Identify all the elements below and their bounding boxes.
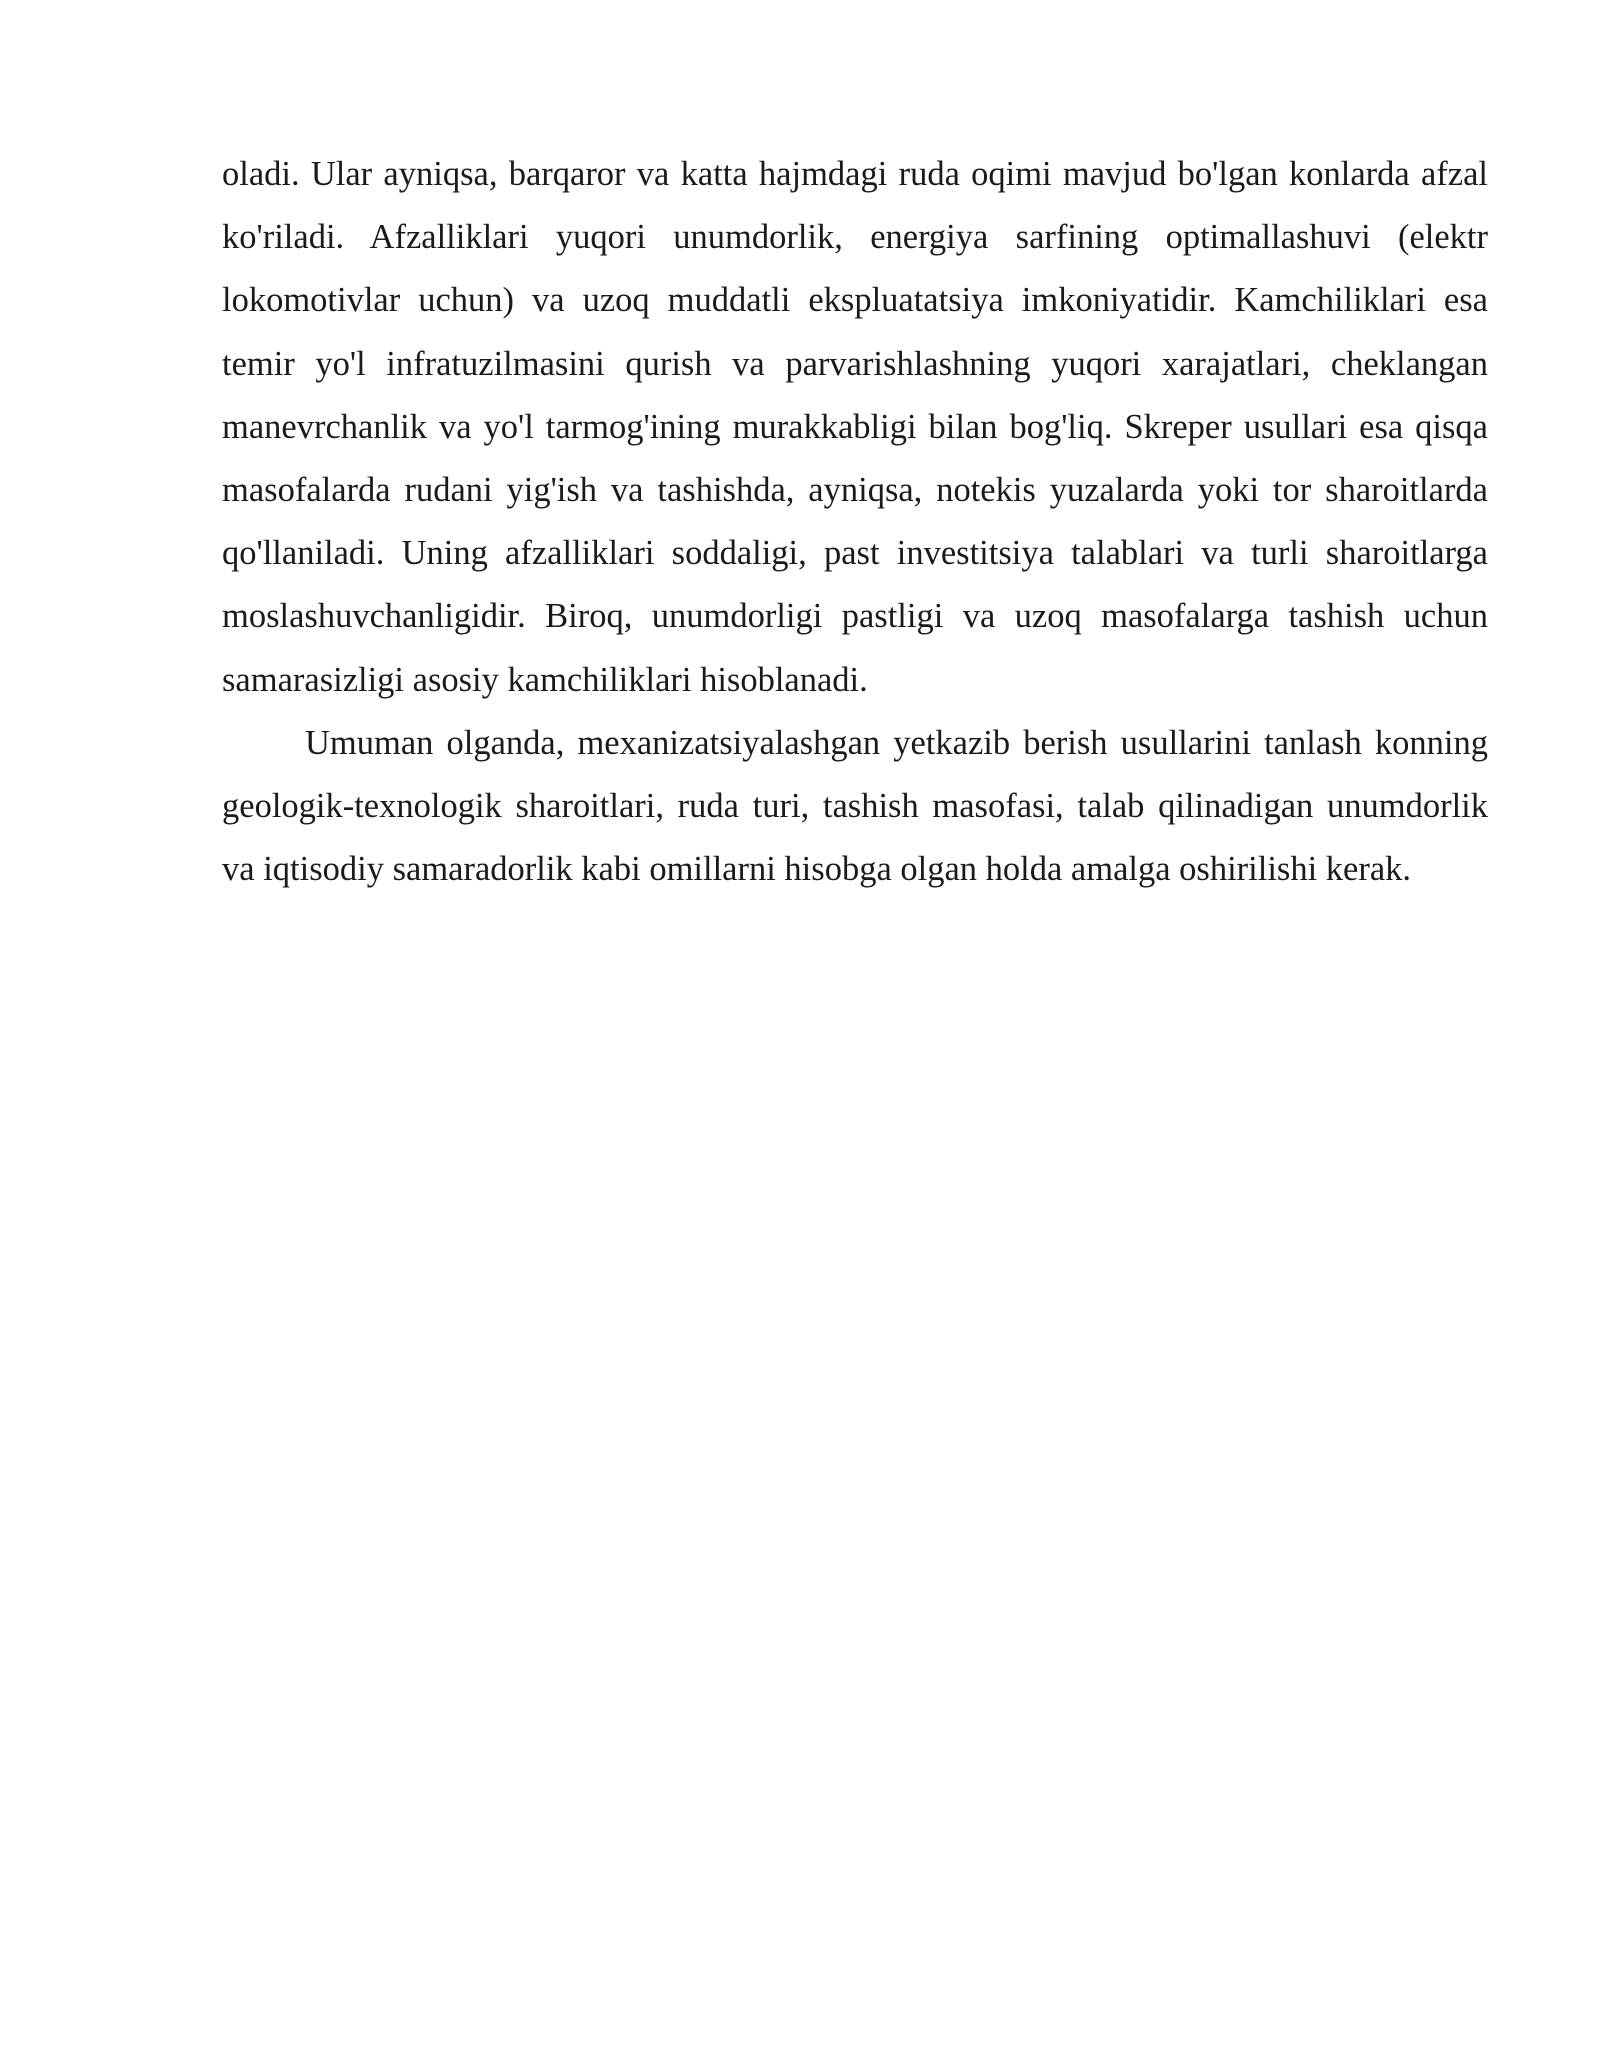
paragraph-continuation: oladi. Ular ayniqsa, barqaror va katta hajmdagi ruda oqimi mavjud bo'lgan konlarda afzal ko'riladi. Afzalliklari yuqori unumdorlik, energiya sarfining optimallashuvi (elektr lokomotivlar uchun) va uzoq muddatli ekspluatatsiya imkoniyatidir. Kamchiliklari esa temir yo'l infratuzilmasini qurish va parvarishlashning yuqori xarajatlari, cheklangan manevrchanlik va yo'l tarmog'ining murakkabligi bilan bog'liq. Skreper usullari esa qisqa masofalarda rudani yig'ish va tashishda, ayniqsa, notekis yuzalarda yoki tor sharoitlarda qo'llaniladi. Uning afzalliklari soddaligi, past investitsiya talablari va turli sharoitlarga moslashuvchanligidir. Biroq, unumdorligi pastligi va uzoq masofalarga tashish uchun samarasizligi asosiy kamchiliklari hisoblanadi. — [222, 155, 1488, 699]
body-text — [222, 143, 1488, 901]
paragraph-conclusion: Umuman olganda, mexanizatsiyalashgan yetkazib berish usullarini tanlash konning geologik-texnologik sharoitlari, ruda turi, tashish masofasi, talab qilinadigan unumdorlik va iqtisodiy samaradorlik kabi omillarni hisobga olgan holda amalga oshirilishi kerak. — [222, 723, 1488, 889]
